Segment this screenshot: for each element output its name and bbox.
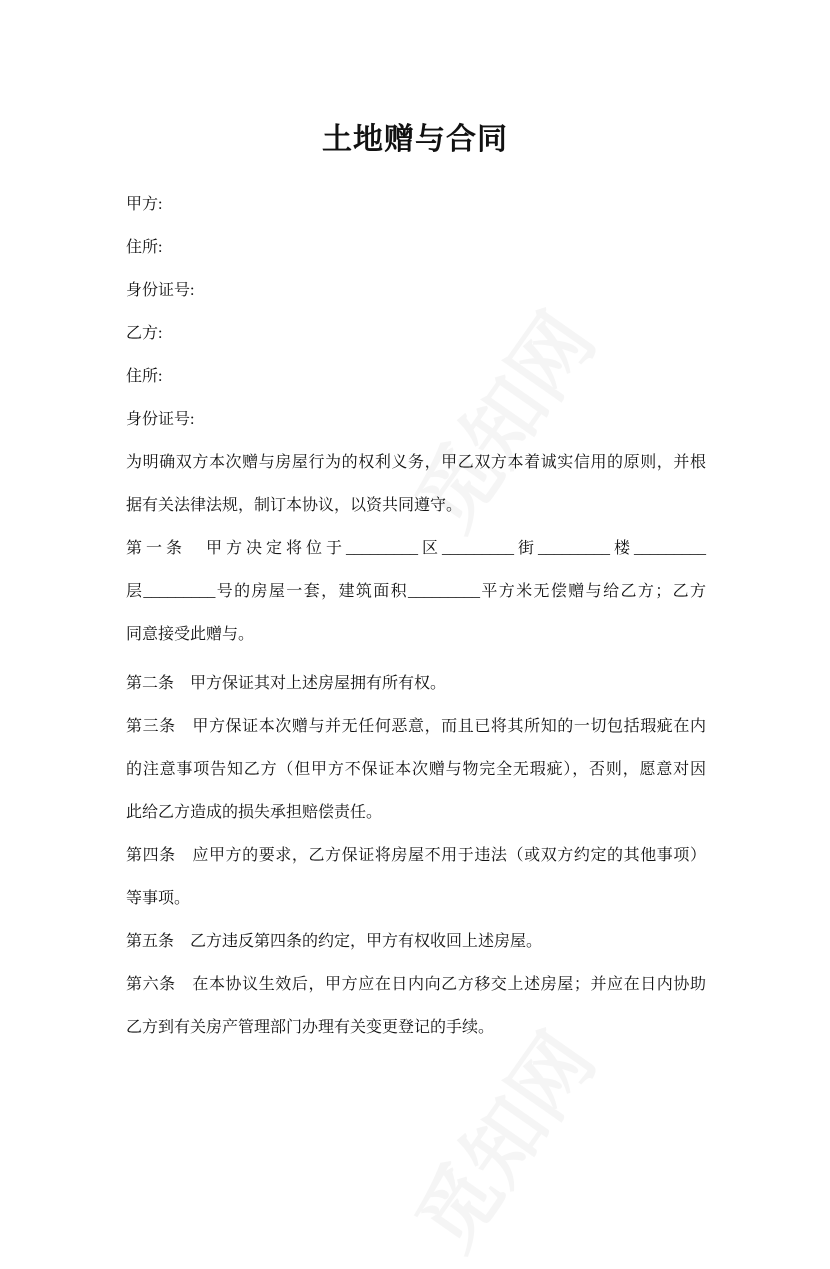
party-b-id-label: 身份证号:: [126, 411, 195, 428]
paragraph-line: 同意接受此赠与。: [126, 626, 255, 643]
article-5: [126, 929, 706, 972]
article-2: [126, 671, 706, 714]
paragraph-line: 第二条 甲方保证其对上述房屋拥有所有权。: [126, 675, 447, 692]
party-a-address-label: 住所:: [126, 239, 163, 256]
paragraph-line: 第五条 乙方违反第四条的约定，甲方有权收回上述房屋。: [126, 933, 543, 950]
paragraph-line: 据有关法律法规，制订本协议，以资共同遵守。: [126, 497, 463, 514]
paragraph-line: 等事项。: [126, 890, 191, 907]
paragraph-line: 第三条 甲方保证本次赠与并无任何恶意，而且已将其所知的一切包括瑕疵在内: [126, 718, 706, 735]
paragraph-line: 第六条 在本协议生效后，甲方应在日内向乙方移交上述房屋；并应在日内协助: [126, 976, 706, 993]
article-6: [126, 972, 706, 1058]
document-title: 土地赠与合同: [322, 123, 508, 156]
preamble-paragraph: [126, 450, 706, 536]
paragraph-line: 层_________号的房屋一套，建筑面积_________平方米无偿赠与给乙方；乙方: [126, 583, 706, 600]
party-a-label: 甲方:: [126, 196, 163, 213]
paragraph-line: 的注意事项告知乙方（但甲方不保证本次赠与物完全无瑕疵），否则，愿意对因: [126, 761, 706, 778]
party-b-label: 乙方:: [126, 325, 163, 342]
article-1: [126, 536, 706, 665]
article-4: [126, 843, 706, 929]
paragraph-line: 为明确双方本次赠与房屋行为的权利义务，甲乙双方本着诚实信用的原则，并根: [126, 454, 706, 471]
party-b-address-label: 住所:: [126, 368, 163, 385]
party-a-id-label: 身份证号:: [126, 282, 195, 299]
paragraph-line: 第四条 应甲方的要求，乙方保证将房屋不用于违法（或双方约定的其他事项）: [126, 847, 706, 864]
paragraph-line: 此给乙方造成的损失承担赔偿责任。: [126, 804, 383, 821]
paragraph-line: 乙方到有关房产管理部门办理有关变更登记的手续。: [126, 1019, 495, 1036]
article-3: [126, 714, 706, 843]
paragraph-line: 第一条 甲方决定将位于_________区_________街_________楼_________: [126, 540, 706, 557]
document-body: [126, 192, 706, 1058]
